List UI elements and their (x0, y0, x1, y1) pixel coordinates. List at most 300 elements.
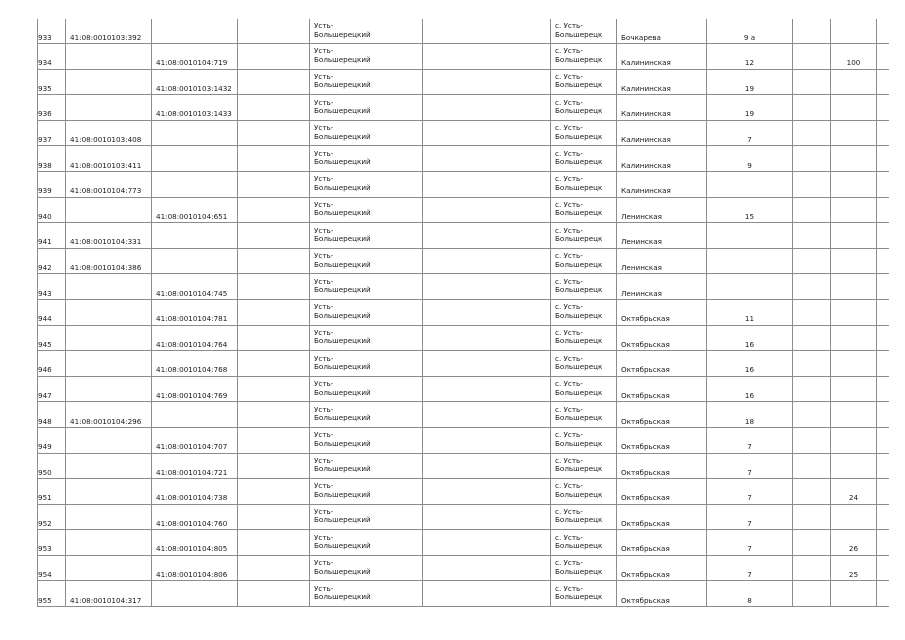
house-number-text: 16 (744, 390, 755, 400)
row-number-text: 954 (38, 570, 52, 580)
settlement-name-text: Большерецк (555, 361, 603, 371)
property-register-table (37, 19, 889, 607)
table-row (38, 479, 889, 505)
house-number-text: 7 (747, 518, 752, 528)
cadastral-number-2 (152, 530, 238, 556)
settlement-name-text: с. Усть- (555, 251, 583, 261)
district-name-text: Усть- (314, 71, 334, 81)
street-name (617, 171, 707, 197)
empty-cell (238, 19, 310, 44)
empty-cell (793, 530, 831, 556)
district-name-text: Большерецкий (314, 489, 371, 499)
settlement-name (551, 44, 617, 70)
house-number (707, 120, 793, 146)
row-number (38, 274, 66, 300)
street-name (617, 479, 707, 505)
cadastral-number-2-text: 41:08:0010104:781 (156, 314, 228, 324)
settlement-name (551, 197, 617, 223)
row-number (38, 197, 66, 223)
table-row (38, 351, 889, 377)
empty-cell (423, 146, 551, 172)
empty-cell (238, 555, 310, 581)
settlement-name (551, 146, 617, 172)
empty-cell (423, 95, 551, 121)
table-row (38, 171, 889, 197)
settlement-name (551, 555, 617, 581)
empty-cell (793, 19, 831, 44)
settlement-name-text: Большерецк (555, 131, 603, 141)
table-row (38, 248, 889, 274)
settlement-name-text: Большерецк (555, 438, 603, 448)
empty-cell (793, 427, 831, 453)
cadastral-number-2 (152, 427, 238, 453)
house-number (707, 453, 793, 479)
house-number (707, 299, 793, 325)
empty-cell (877, 376, 889, 402)
empty-cell (423, 427, 551, 453)
row-number-text: 943 (38, 288, 52, 298)
district-name (310, 248, 423, 274)
settlement-name (551, 248, 617, 274)
district-name-text: Большерецкий (314, 131, 371, 141)
house-number (707, 504, 793, 530)
settlement-name (551, 223, 617, 249)
street-name-text: Октябрьская (621, 595, 670, 605)
row-number-text: 950 (38, 467, 52, 477)
cadastral-number-2 (152, 351, 238, 377)
empty-cell (423, 402, 551, 428)
settlement-name-text: Большерецк (555, 515, 603, 525)
district-name (310, 146, 423, 172)
house-number (707, 69, 793, 95)
settlement-name-text: с. Усть- (555, 225, 583, 235)
empty-cell (423, 581, 551, 607)
settlement-name-text: Большерецк (555, 80, 603, 90)
house-number-text: 12 (744, 58, 755, 68)
table-row (38, 69, 889, 95)
house-number-text: 7 (747, 570, 752, 580)
street-name-text: Калининская (621, 109, 671, 119)
empty-cell (877, 197, 889, 223)
extra-value (831, 530, 877, 556)
cadastral-number (66, 248, 152, 274)
settlement-name (551, 120, 617, 146)
district-name-text: Большерецкий (314, 233, 371, 243)
house-number-text: 11 (744, 314, 755, 324)
settlement-name (551, 351, 617, 377)
cadastral-number (66, 453, 152, 479)
extra-value (831, 120, 877, 146)
empty-cell (238, 69, 310, 95)
street-name-text: Калининская (621, 160, 671, 170)
cadastral-number-2 (152, 299, 238, 325)
table-row (38, 120, 889, 146)
cadastral-number-2 (152, 19, 238, 44)
extra-value (831, 171, 877, 197)
cadastral-number (66, 95, 152, 121)
extra-value (831, 325, 877, 351)
settlement-name (551, 69, 617, 95)
street-name-text: Калининская (621, 83, 671, 93)
settlement-name-text: с. Усть- (555, 532, 583, 542)
house-number-text: 9 а (743, 32, 756, 42)
cadastral-number-2 (152, 197, 238, 223)
street-name (617, 325, 707, 351)
cadastral-number-2-text: 41:08:0010104:719 (156, 58, 228, 68)
street-name (617, 248, 707, 274)
empty-cell (423, 299, 551, 325)
house-number-text: 7 (747, 134, 752, 144)
street-name (617, 223, 707, 249)
empty-cell (877, 248, 889, 274)
district-name (310, 299, 423, 325)
district-name (310, 171, 423, 197)
empty-cell (238, 274, 310, 300)
row-number-text: 951 (38, 493, 52, 503)
cadastral-number (66, 299, 152, 325)
empty-cell (423, 325, 551, 351)
house-number (707, 402, 793, 428)
extra-value (831, 223, 877, 249)
empty-cell (238, 453, 310, 479)
row-number (38, 325, 66, 351)
district-name-text: Большерецкий (314, 157, 371, 167)
settlement-name-text: Большерецк (555, 182, 603, 192)
settlement-name-text: Большерецк (555, 29, 603, 39)
empty-cell (793, 95, 831, 121)
cadastral-number (66, 351, 152, 377)
settlement-name-text: Большерецк (555, 54, 603, 64)
empty-cell (877, 274, 889, 300)
empty-cell (793, 402, 831, 428)
empty-cell (423, 223, 551, 249)
settlement-name (551, 581, 617, 607)
street-name (617, 95, 707, 121)
district-name-text: Большерецкий (314, 105, 371, 115)
district-name (310, 197, 423, 223)
row-number (38, 95, 66, 121)
house-number-text: 16 (744, 365, 755, 375)
table-row (38, 581, 889, 607)
row-number-text: 939 (38, 186, 52, 196)
settlement-name (551, 299, 617, 325)
cadastral-number-2-text: 41:08:0010103:1432 (156, 83, 232, 93)
empty-cell (877, 427, 889, 453)
extra-value (831, 581, 877, 607)
district-name (310, 120, 423, 146)
district-name-text: Большерецкий (314, 259, 371, 269)
empty-cell (238, 479, 310, 505)
settlement-name-text: Большерецк (555, 489, 603, 499)
cadastral-number-text: 41:08:0010104:773 (70, 186, 142, 196)
empty-cell (238, 376, 310, 402)
settlement-name-text: с. Усть- (555, 404, 583, 414)
street-name (617, 530, 707, 556)
row-number (38, 351, 66, 377)
district-name-text: Большерецкий (314, 285, 371, 295)
cadastral-number-2 (152, 402, 238, 428)
row-number (38, 44, 66, 70)
table-row (38, 427, 889, 453)
empty-cell (793, 325, 831, 351)
settlement-name-text: с. Усть- (555, 302, 583, 312)
settlement-name (551, 453, 617, 479)
empty-cell (793, 453, 831, 479)
district-name-text: Большерецкий (314, 592, 371, 602)
cadastral-number-2-text: 41:08:0010104:805 (156, 544, 228, 554)
street-name-text: Калининская (621, 134, 671, 144)
district-name-text: Усть- (314, 507, 334, 517)
cadastral-number (66, 402, 152, 428)
extra-value (831, 95, 877, 121)
empty-cell (793, 223, 831, 249)
street-name (617, 351, 707, 377)
cadastral-number-2 (152, 504, 238, 530)
street-name-text: Октябрьская (621, 442, 670, 452)
empty-cell (238, 95, 310, 121)
extra-value (831, 453, 877, 479)
empty-cell (877, 555, 889, 581)
row-number (38, 299, 66, 325)
settlement-name (551, 530, 617, 556)
cadastral-number-2-text: 41:08:0010104:721 (156, 467, 228, 477)
extra-value (831, 197, 877, 223)
district-name-text: Большерецкий (314, 310, 371, 320)
table-row (38, 274, 889, 300)
district-name-text: Усть- (314, 481, 334, 491)
house-number-text: 7 (747, 544, 752, 554)
cadastral-number-2-text: 41:08:0010104:760 (156, 518, 228, 528)
house-number (707, 146, 793, 172)
cadastral-number (66, 171, 152, 197)
house-number-text: 7 (747, 467, 752, 477)
district-name-text: Большерецкий (314, 208, 371, 218)
empty-cell (793, 197, 831, 223)
cadastral-number-2 (152, 555, 238, 581)
district-name (310, 325, 423, 351)
cadastral-number-2-text: 41:08:0010103:1433 (156, 109, 232, 119)
street-name (617, 69, 707, 95)
settlement-name-text: с. Усть- (555, 327, 583, 337)
cadastral-number-2 (152, 453, 238, 479)
row-number (38, 376, 66, 402)
empty-cell (423, 453, 551, 479)
district-name-text: Усть- (314, 327, 334, 337)
cadastral-number-text: 41:08:0010104:296 (70, 416, 142, 426)
settlement-name (551, 171, 617, 197)
row-number (38, 223, 66, 249)
table-row (38, 299, 889, 325)
empty-cell (238, 530, 310, 556)
extra-value (831, 376, 877, 402)
empty-cell (877, 504, 889, 530)
cadastral-number-text: 41:08:0010104:331 (70, 237, 142, 247)
street-name-text: Ленинская (621, 262, 662, 272)
settlement-name (551, 376, 617, 402)
settlement-name (551, 402, 617, 428)
empty-cell (793, 171, 831, 197)
empty-cell (793, 581, 831, 607)
cadastral-number (66, 274, 152, 300)
settlement-name-text: с. Усть- (555, 71, 583, 81)
house-number (707, 555, 793, 581)
extra-value-text: 25 (848, 570, 859, 580)
district-name (310, 581, 423, 607)
settlement-name-text: с. Усть- (555, 379, 583, 389)
table-row (38, 44, 889, 70)
empty-cell (793, 351, 831, 377)
district-name (310, 69, 423, 95)
empty-cell (877, 299, 889, 325)
row-number-text: 952 (38, 518, 52, 528)
district-name (310, 504, 423, 530)
row-number (38, 171, 66, 197)
street-name (617, 120, 707, 146)
empty-cell (423, 530, 551, 556)
table-row (38, 555, 889, 581)
district-name-text: Усть- (314, 123, 334, 133)
district-name-text: Большерецкий (314, 566, 371, 576)
empty-cell (877, 95, 889, 121)
cadastral-number (66, 479, 152, 505)
district-name-text: Большерецкий (314, 361, 371, 371)
empty-cell (793, 248, 831, 274)
district-name (310, 427, 423, 453)
settlement-name-text: с. Усть- (555, 97, 583, 107)
empty-cell (238, 299, 310, 325)
street-name-text: Ленинская (621, 237, 662, 247)
house-number (707, 248, 793, 274)
district-name (310, 479, 423, 505)
district-name (310, 530, 423, 556)
cadastral-number (66, 376, 152, 402)
house-number-text: 8 (747, 595, 752, 605)
district-name-text: Большерецкий (314, 182, 371, 192)
extra-value (831, 69, 877, 95)
empty-cell (793, 69, 831, 95)
street-name (617, 19, 707, 44)
empty-cell (238, 427, 310, 453)
cadastral-number-2 (152, 44, 238, 70)
district-name (310, 453, 423, 479)
cadastral-number-2 (152, 95, 238, 121)
house-number (707, 223, 793, 249)
empty-cell (793, 299, 831, 325)
row-number (38, 69, 66, 95)
street-name (617, 402, 707, 428)
house-number-text: 7 (747, 442, 752, 452)
district-name-text: Большерецкий (314, 387, 371, 397)
district-name-text: Усть- (314, 430, 334, 440)
settlement-name (551, 479, 617, 505)
row-number (38, 19, 66, 44)
empty-cell (238, 248, 310, 274)
cadastral-number (66, 555, 152, 581)
settlement-name-text: с. Усть- (555, 353, 583, 363)
settlement-name-text: Большерецк (555, 157, 603, 167)
district-name-text: Большерецкий (314, 29, 371, 39)
cadastral-number (66, 325, 152, 351)
settlement-name-text: Большерецк (555, 541, 603, 551)
empty-cell (793, 120, 831, 146)
district-name-text: Усть- (314, 46, 334, 56)
extra-value (831, 427, 877, 453)
house-number-text: 16 (744, 339, 755, 349)
cadastral-number-2 (152, 376, 238, 402)
cadastral-number-2 (152, 69, 238, 95)
table-row (38, 95, 889, 121)
cadastral-number-2-text: 41:08:0010104:768 (156, 365, 228, 375)
district-name (310, 223, 423, 249)
settlement-name (551, 504, 617, 530)
empty-cell (877, 402, 889, 428)
house-number (707, 171, 793, 197)
district-name-text: Усть- (314, 21, 334, 31)
empty-cell (423, 197, 551, 223)
district-name-text: Большерецкий (314, 541, 371, 551)
empty-cell (423, 120, 551, 146)
extra-value-text: 100 (846, 58, 861, 68)
settlement-name-text: Большерецк (555, 464, 603, 474)
extra-value (831, 351, 877, 377)
row-number-text: 955 (38, 595, 52, 605)
empty-cell (238, 146, 310, 172)
district-name (310, 555, 423, 581)
empty-cell (877, 351, 889, 377)
house-number (707, 44, 793, 70)
settlement-name-text: Большерецк (555, 413, 603, 423)
extra-value (831, 248, 877, 274)
table-row (38, 402, 889, 428)
settlement-name-text: Большерецк (555, 259, 603, 269)
house-number-text: 15 (744, 211, 755, 221)
cadastral-number-text: 41:08:0010104:386 (70, 262, 142, 272)
house-number-text: 19 (744, 83, 755, 93)
empty-cell (238, 402, 310, 428)
settlement-name-text: с. Усть- (555, 21, 583, 31)
row-number (38, 453, 66, 479)
district-name-text: Усть- (314, 379, 334, 389)
house-number (707, 19, 793, 44)
district-name-text: Усть- (314, 174, 334, 184)
house-number (707, 95, 793, 121)
settlement-name-text: Большерецк (555, 208, 603, 218)
settlement-name-text: с. Усть- (555, 123, 583, 133)
empty-cell (238, 581, 310, 607)
district-name-text: Большерецкий (314, 336, 371, 346)
row-number (38, 581, 66, 607)
district-name (310, 351, 423, 377)
settlement-name-text: Большерецк (555, 285, 603, 295)
settlement-name-text: с. Усть- (555, 276, 583, 286)
empty-cell (793, 274, 831, 300)
cadastral-number (66, 44, 152, 70)
cadastral-number-2-text: 41:08:0010104:738 (156, 493, 228, 503)
house-number-text: 19 (744, 109, 755, 119)
street-name-text: Октябрьская (621, 544, 670, 554)
cadastral-number-2-text: 41:08:0010104:769 (156, 390, 228, 400)
extra-value (831, 274, 877, 300)
table-row (38, 504, 889, 530)
empty-cell (877, 581, 889, 607)
house-number (707, 197, 793, 223)
cadastral-number (66, 223, 152, 249)
street-name (617, 427, 707, 453)
settlement-name-text: Большерецк (555, 105, 603, 115)
cadastral-number-text: 41:08:0010103:392 (70, 32, 142, 42)
row-number-text: 949 (38, 442, 52, 452)
district-name-text: Усть- (314, 353, 334, 363)
